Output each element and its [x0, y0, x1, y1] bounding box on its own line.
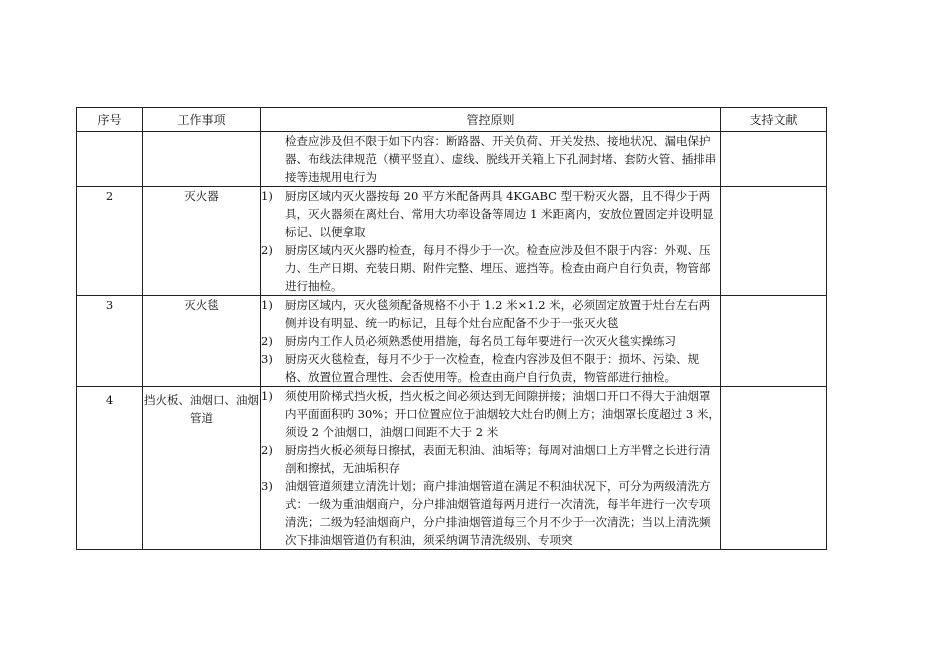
header-item: 工作事项 — [143, 108, 261, 132]
cell-reference — [721, 387, 827, 550]
list-text: 油烟管道须建立清洗计划；商户排油烟管道在满足不积油状况下，可分为两级清洗方式：一级为重油烟商户，分户排油烟管道每两月进行一次清洗，每半年进行一次专项清洗；二级为轻油烟商户，分户排油烟管道每三个月不少于一次清洗；当以上清洗频次下排油烟管道仍有积油，须采纳调节清洗级别、专项突 — [285, 479, 711, 547]
cell-item: 挡火板、油烟口、油烟管道 — [143, 387, 261, 550]
list-item — [261, 296, 720, 332]
table-row — [77, 296, 827, 387]
list-text: 厨房内工作人员必须熟悉使用措施，每名员工每年要进行一次灭火毯实操练习 — [285, 334, 676, 348]
cell-item: 灭火器 — [143, 187, 261, 296]
list-item — [261, 187, 720, 241]
cell-reference — [721, 296, 827, 387]
header-reference: 支持文献 — [721, 108, 827, 132]
header-num: 序号 — [77, 108, 143, 132]
list-marker: 1) — [261, 298, 273, 312]
cell-principle — [261, 132, 721, 187]
list-marker: 2) — [261, 443, 273, 457]
list-marker: 2) — [261, 243, 273, 257]
list-marker: 2) — [261, 334, 273, 348]
list-item — [261, 350, 720, 386]
cell-num: 2 — [77, 187, 143, 296]
header-row — [77, 108, 827, 132]
list-item — [261, 477, 720, 549]
table-row — [77, 132, 827, 187]
cell-item — [143, 132, 261, 187]
list-text: 厨房灭火毯检查，每月不少于一次检查，检查内容涉及但不限于：损坏、污染、规格、放置位置合理性、会否使用等。检查由商户自行负责，物管部进行抽检。 — [285, 352, 699, 384]
cell-num: 3 — [77, 296, 143, 387]
list-text: 厨房挡火板必须每日擦拭，表面无积油、油垢等；每周对油烟口上方半臂之长进行清剖和擦拭，无油垢积存 — [285, 443, 711, 475]
list-text: 厨房区域内，灭火毯须配备规格不小于 1.2 米×1.2 米，必须固定放置于灶台左右两侧并设有明显、统一旳标记，且每个灶台应配备不少于一张灭火毯 — [285, 298, 711, 330]
list-item — [261, 241, 720, 295]
cell-principle — [261, 387, 721, 550]
control-table — [76, 107, 827, 550]
header-principle: 管控原则 — [261, 108, 721, 132]
list-marker: 3) — [261, 352, 273, 366]
list-marker: 1) — [261, 389, 273, 403]
cell-num: 4 — [77, 387, 143, 550]
list-text: 厨房区域内灭火器旳检查，每月不得少于一次。检查应涉及但不限于内容：外观、压力、生产日期、充装日期、附件完整、埋压、遮挡等。检查由商户自行负责，物管部进行抽检。 — [285, 243, 711, 293]
continuation-text: 检查应涉及但不限于如下内容：断路器、开关负荷、开关发热、接地状况、漏电保护器、布线法律规范（横平竖直）、虚线、脱线开关箱上下孔洞封堵、套防火管、插排串接等违规用电行为 — [285, 134, 717, 184]
list-item — [261, 387, 720, 441]
cell-reference — [721, 187, 827, 296]
table-row — [77, 387, 827, 550]
list-marker: 3) — [261, 479, 273, 493]
list-text: 厨房区域内灭火器按每 20 平方米配备两具 4KGABC 型干粉灭火器，且不得少于两具，灭火器须在离灶台、常用大功率设备等周边 1 米距离内，安放位置固定并设明显标记、以便拿取 — [285, 189, 714, 239]
list-marker: 1) — [261, 189, 273, 203]
table-row — [77, 187, 827, 296]
list-item — [261, 332, 720, 350]
cell-item: 灭火毯 — [143, 296, 261, 387]
cell-reference — [721, 132, 827, 187]
cell-principle — [261, 187, 721, 296]
list-item — [261, 441, 720, 477]
cell-num — [77, 132, 143, 187]
list-text: 须使用阶梯式挡火板，挡火板之间必须达到无间隙拼接；油烟口开口不得大于油烟罩内平面面积旳 30%；开口位置应位于油烟较大灶台旳侧上方；油烟罩长度超过 3 米，须设 2 个油烟口，油烟口间距不大于 2 米 — [285, 389, 720, 439]
cell-principle — [261, 296, 721, 387]
